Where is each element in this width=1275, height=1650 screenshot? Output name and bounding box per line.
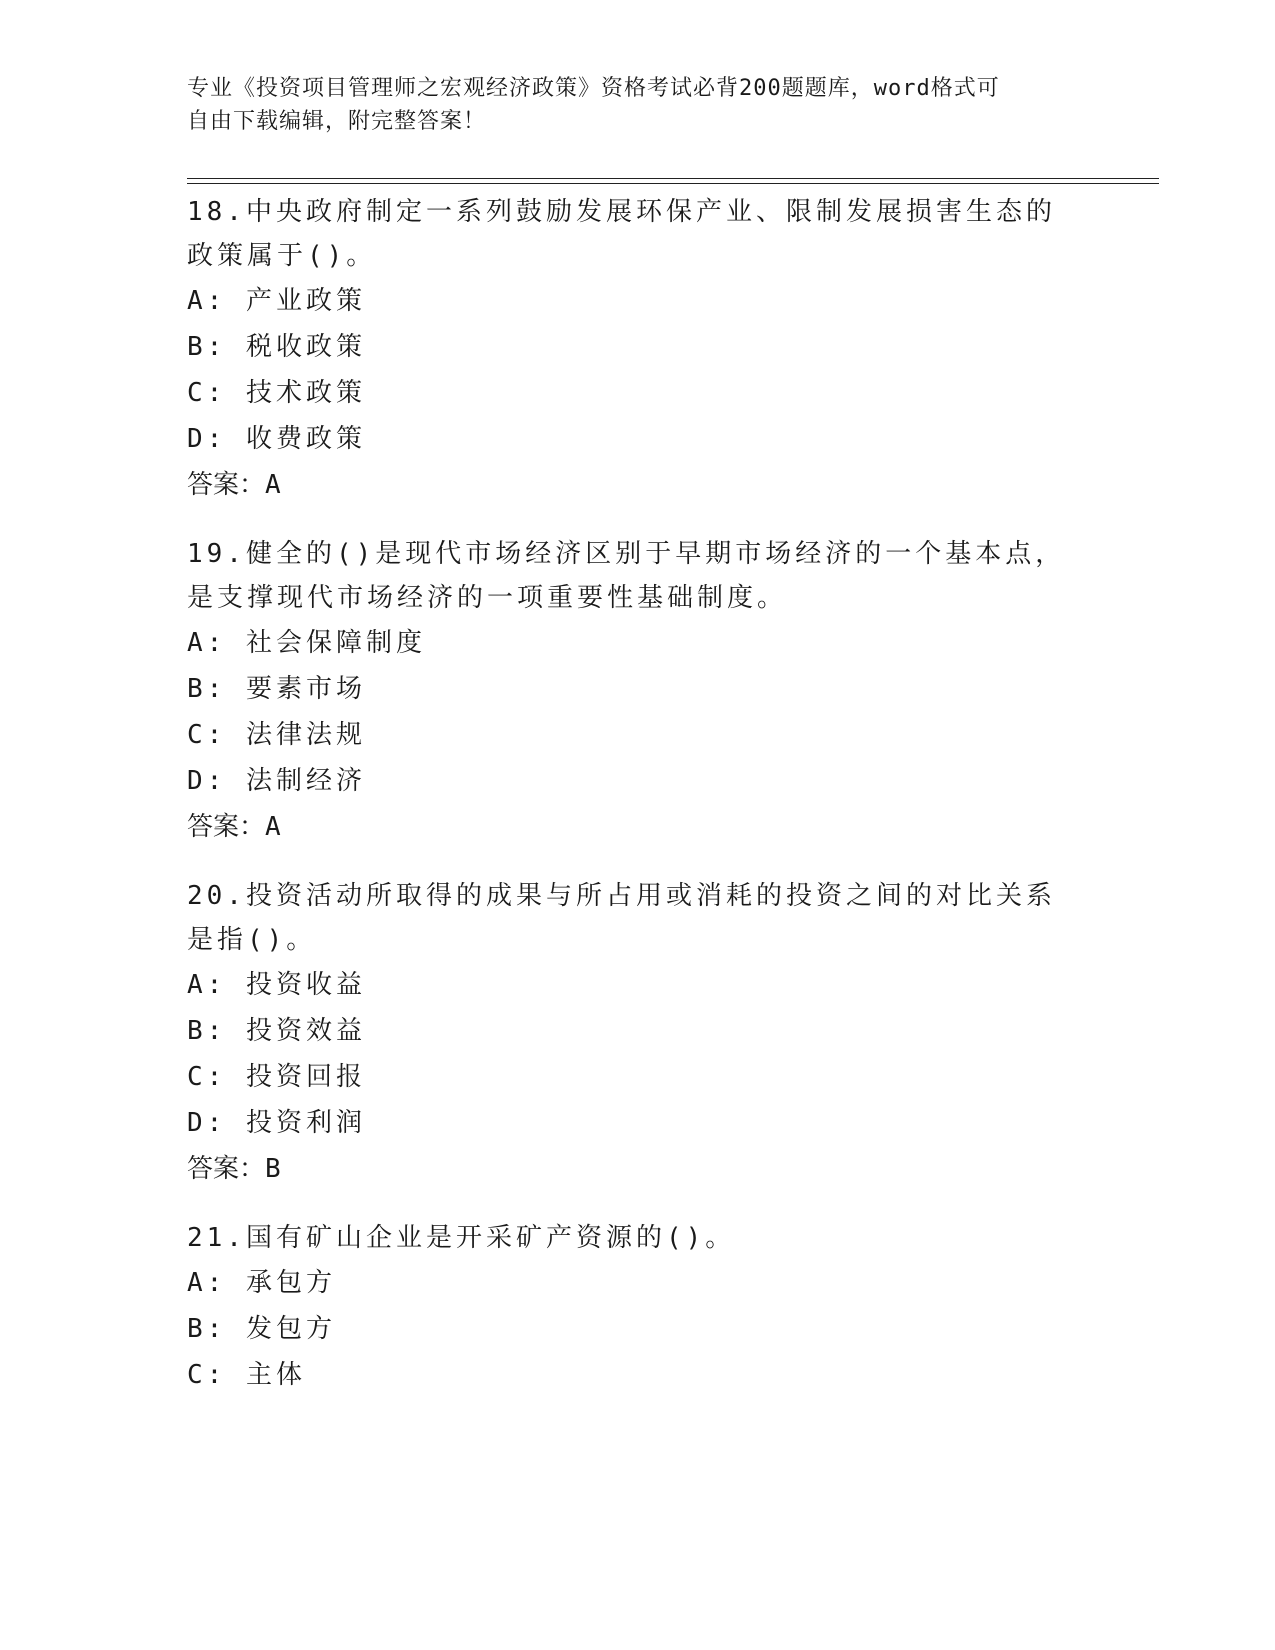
option-a: A: 投资收益 — [187, 970, 366, 1000]
answer-label: 答案： — [187, 812, 266, 842]
option-b: B: 投资效益 — [187, 1016, 366, 1046]
option-d: D: 收费政策 — [187, 424, 366, 454]
option-c: C: 主体 — [187, 1360, 306, 1390]
option-c: C: 投资回报 — [187, 1062, 366, 1092]
question-text: 18.中央政府制定一系列鼓励发展环保产业、限制发展损害生态的政策属于()。 — [187, 197, 1056, 271]
header-line-2: 自由下载编辑，附完整答案！ — [187, 109, 487, 134]
answer-value: A — [265, 812, 281, 842]
document-header — [187, 72, 1067, 138]
answer-line — [187, 804, 1077, 850]
answer-value: A — [265, 470, 281, 500]
answer-line — [187, 1146, 1077, 1192]
option-c: C: 技术政策 — [187, 378, 366, 408]
option-b: B: 发包方 — [187, 1314, 336, 1344]
question-19 — [187, 532, 1077, 850]
option-d: D: 法制经济 — [187, 766, 366, 796]
answer-label: 答案： — [187, 470, 266, 500]
option-b: B: 要素市场 — [187, 674, 366, 704]
question-text: 21.国有矿山企业是开采矿产资源的()。 — [187, 1223, 736, 1253]
question-20 — [187, 874, 1077, 1192]
option-a: A: 承包方 — [187, 1268, 336, 1298]
question-18 — [187, 190, 1077, 508]
header-line-1: 专业《投资项目管理师之宏观经济政策》资格考试必背200题题库，word格式可 — [187, 76, 1000, 101]
header-divider — [187, 178, 1159, 184]
answer-line — [187, 462, 1077, 508]
question-21 — [187, 1216, 1077, 1398]
answer-label: 答案： — [187, 1154, 266, 1184]
option-c: C: 法律法规 — [187, 720, 366, 750]
option-a: A: 产业政策 — [187, 286, 366, 316]
question-text: 19.健全的()是现代市场经济区别于早期市场经济的一个基本点，是支撑现代市场经济的一项重要性基础制度。 — [187, 539, 1066, 613]
question-list — [187, 190, 1077, 1416]
answer-value: B — [265, 1154, 281, 1184]
option-b: B: 税收政策 — [187, 332, 366, 362]
question-text: 20.投资活动所取得的成果与所占用或消耗的投资之间的对比关系是指()。 — [187, 881, 1056, 955]
option-d: D: 投资利润 — [187, 1108, 366, 1138]
option-a: A: 社会保障制度 — [187, 628, 426, 658]
